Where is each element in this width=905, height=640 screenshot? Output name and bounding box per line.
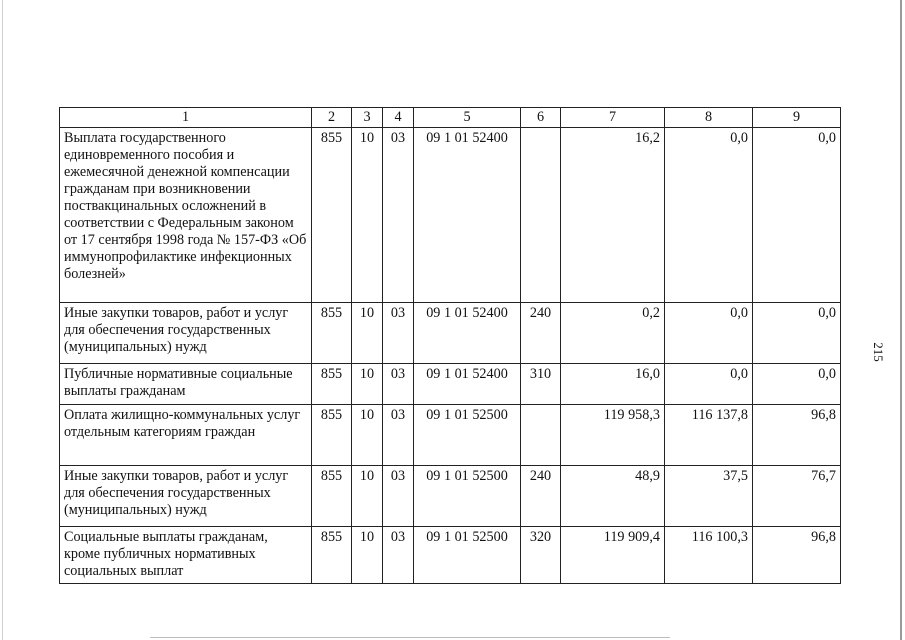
row-target-article: 09 1 01 52500	[414, 527, 521, 584]
header-cell-6: 6	[521, 108, 561, 128]
scan-edge-right	[900, 0, 902, 640]
row-section: 10	[352, 128, 383, 303]
row-target-article: 09 1 01 52400	[414, 303, 521, 364]
row-subsection: 03	[383, 128, 414, 303]
table-row	[60, 364, 841, 405]
row-name: Публичные нормативные социальные выплаты гражданам	[60, 364, 312, 405]
row-value-7: 48,9	[561, 466, 665, 527]
header-cell-1: 1	[60, 108, 312, 128]
row-subsection: 03	[383, 466, 414, 527]
row-value-9: 0,0	[753, 364, 841, 405]
row-value-9: 96,8	[753, 405, 841, 466]
row-name: Оплата жилищно-коммунальных услуг отдельным категориям граждан	[60, 405, 312, 466]
header-cell-4: 4	[383, 108, 414, 128]
header-cell-2: 2	[312, 108, 352, 128]
row-value-7: 119 909,4	[561, 527, 665, 584]
scan-edge-bottom	[150, 637, 670, 638]
row-section: 10	[352, 364, 383, 405]
row-section: 10	[352, 466, 383, 527]
table-row	[60, 466, 841, 527]
row-value-9: 0,0	[753, 128, 841, 303]
row-target-article: 09 1 01 52500	[414, 466, 521, 527]
header-cell-3: 3	[352, 108, 383, 128]
row-name: Социальные выплаты гражданам, кроме публичных нормативных социальных выплат	[60, 527, 312, 584]
row-expense-type	[521, 405, 561, 466]
row-value-9: 76,7	[753, 466, 841, 527]
row-subsection: 03	[383, 303, 414, 364]
row-subsection: 03	[383, 405, 414, 466]
row-subsection: 03	[383, 527, 414, 584]
row-value-9: 0,0	[753, 303, 841, 364]
row-ministry-code: 855	[312, 128, 352, 303]
row-value-8: 116 100,3	[665, 527, 753, 584]
row-name: Иные закупки товаров, работ и услуг для обеспечения государственных (муниципальных) нужд	[60, 466, 312, 527]
table-row	[60, 405, 841, 466]
row-value-7: 16,2	[561, 128, 665, 303]
row-expense-type: 310	[521, 364, 561, 405]
row-ministry-code: 855	[312, 405, 352, 466]
row-expense-type: 240	[521, 466, 561, 527]
row-expense-type: 240	[521, 303, 561, 364]
row-name: Иные закупки товаров, работ и услуг для обеспечения государственных (муниципальных) нужд	[60, 303, 312, 364]
table-row	[60, 128, 841, 303]
row-subsection: 03	[383, 364, 414, 405]
row-expense-type: 320	[521, 527, 561, 584]
table-row	[60, 303, 841, 364]
row-ministry-code: 855	[312, 527, 352, 584]
page-number: 215	[870, 342, 886, 362]
header-cell-7: 7	[561, 108, 665, 128]
row-section: 10	[352, 527, 383, 584]
header-cell-5: 5	[414, 108, 521, 128]
row-target-article: 09 1 01 52400	[414, 128, 521, 303]
row-target-article: 09 1 01 52500	[414, 405, 521, 466]
row-value-7: 0,2	[561, 303, 665, 364]
row-value-8: 0,0	[665, 364, 753, 405]
row-target-article: 09 1 01 52400	[414, 364, 521, 405]
row-value-8: 0,0	[665, 128, 753, 303]
row-name: Выплата государственного единовременного пособия и ежемесячной денежной компенсации гражданам при возникновении поствакцинальных осложнений в соответствии с Федеральным законом от 17 сентября 1998 года № 157-ФЗ «Об иммунопрофилактике инфекционных болезней»	[60, 128, 312, 303]
scan-edge-left	[2, 0, 3, 640]
table-row	[60, 527, 841, 584]
row-value-8: 0,0	[665, 303, 753, 364]
header-cell-8: 8	[665, 108, 753, 128]
row-section: 10	[352, 405, 383, 466]
row-ministry-code: 855	[312, 364, 352, 405]
header-cell-9: 9	[753, 108, 841, 128]
row-expense-type	[521, 128, 561, 303]
row-value-8: 37,5	[665, 466, 753, 527]
row-value-8: 116 137,8	[665, 405, 753, 466]
budget-table	[59, 107, 841, 584]
row-ministry-code: 855	[312, 466, 352, 527]
header-row	[60, 108, 841, 128]
row-value-7: 119 958,3	[561, 405, 665, 466]
row-section: 10	[352, 303, 383, 364]
row-ministry-code: 855	[312, 303, 352, 364]
row-value-7: 16,0	[561, 364, 665, 405]
row-value-9: 96,8	[753, 527, 841, 584]
